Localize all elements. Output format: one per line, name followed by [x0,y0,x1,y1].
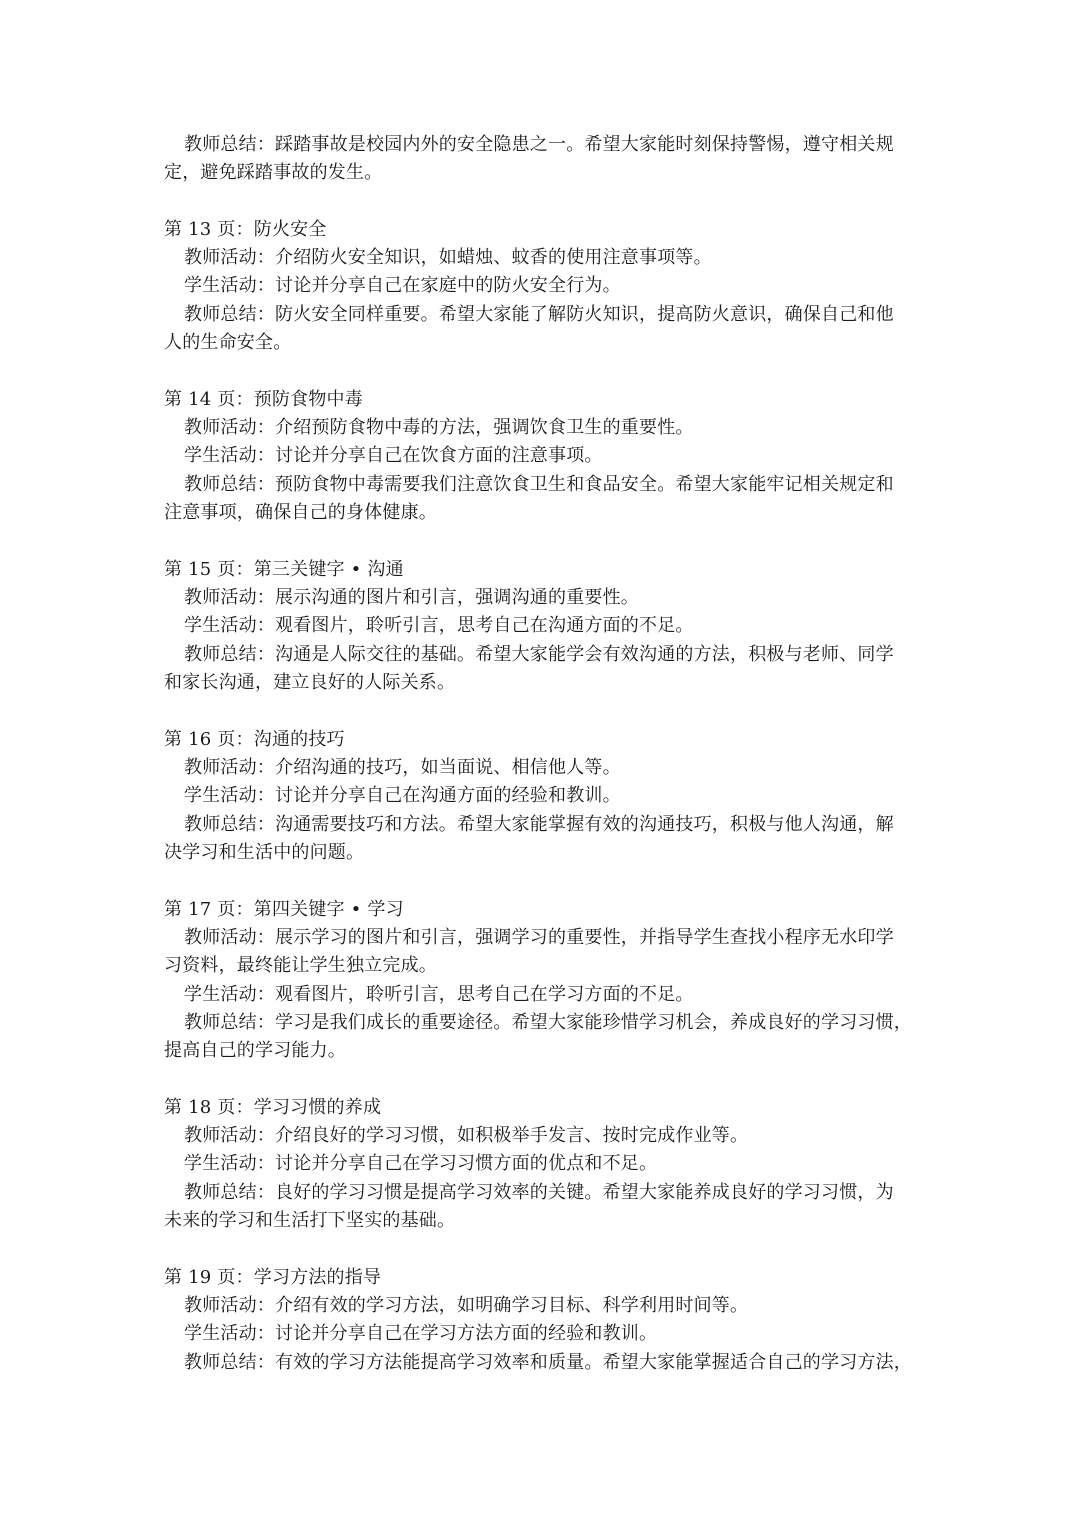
teacher-summary-14-line-2: 注意事项，确保自己的身体健康。 [164,502,437,523]
teacher-activity-14: 教师活动：介绍预防食物中毒的方法，强调饮食卫生的重要性。 [184,417,694,438]
student-activity-19: 学生活动：讨论并分享自己在学习方法方面的经验和教训。 [184,1323,658,1344]
section-heading-17: 第 17 页：第四关键字 • 学习 [164,899,404,920]
student-activity-18: 学生活动：讨论并分享自己在学习习惯方面的优点和不足。 [184,1153,658,1174]
section-heading-14: 第 14 页：预防食物中毒 [164,389,363,410]
teacher-summary-15-line-1: 教师总结：沟通是人际交往的基础。希望大家能学会有效沟通的方法，积极与老师、同学 [184,644,894,665]
section-heading-16: 第 16 页：沟通的技巧 [164,729,345,750]
teacher-summary-15-line-2: 和家长沟通，建立良好的人际关系。 [164,672,456,693]
teacher-activity-16: 教师活动：介绍沟通的技巧，如当面说、相信他人等。 [184,757,621,778]
teacher-activity-13: 教师活动：介绍防火安全知识，如蜡烛、蚊香的使用注意事项等。 [184,247,712,268]
teacher-summary-18-line-1: 教师总结：良好的学习习惯是提高学习效率的关键。希望大家能养成良好的学习习惯，为 [184,1182,894,1203]
teacher-activity-18: 教师活动：介绍良好的学习习惯，如积极举手发言、按时完成作业等。 [184,1125,749,1146]
teacher-activity-17-line-1: 教师活动：展示学习的图片和引言，强调学习的重要性，并指导学生查找小程序无水印学 [184,927,894,948]
teacher-summary-13-line-1: 教师总结：防火安全同样重要。希望大家能了解防火知识，提高防火意识，确保自己和他 [184,304,894,325]
section-heading-19: 第 19 页：学习方法的指导 [164,1267,382,1288]
teacher-activity-19: 教师活动：介绍有效的学习方法，如明确学习目标、科学利用时间等。 [184,1295,749,1316]
teacher-activity-17-line-2: 习资料，最终能让学生独立完成。 [164,955,437,976]
teacher-summary-18-line-2: 未来的学习和生活打下坚实的基础。 [164,1210,456,1231]
section-heading-18: 第 18 页：学习习惯的养成 [164,1097,382,1118]
intro-summary-line-2: 定，避免踩踏事故的发生。 [164,162,383,183]
teacher-summary-17-line-1: 教师总结：学习是我们成长的重要途径。希望大家能珍惜学习机会，养成良好的学习习惯， [184,1012,912,1033]
student-activity-17: 学生活动：观看图片，聆听引言，思考自己在学习方面的不足。 [184,984,694,1005]
teacher-summary-16-line-1: 教师总结：沟通需要技巧和方法。希望大家能掌握有效的沟通技巧，积极与他人沟通，解 [184,814,894,835]
teacher-summary-13-line-2: 人的生命安全。 [164,332,292,353]
teacher-summary-14-line-1: 教师总结：预防食物中毒需要我们注意饮食卫生和食品安全。希望大家能牢记相关规定和 [184,474,894,495]
student-activity-14: 学生活动：讨论并分享自己在饮食方面的注意事项。 [184,445,603,466]
student-activity-15: 学生活动：观看图片，聆听引言，思考自己在沟通方面的不足。 [184,615,694,636]
student-activity-13: 学生活动：讨论并分享自己在家庭中的防火安全行为。 [184,275,621,296]
teacher-summary-16-line-2: 决学习和生活中的问题。 [164,842,365,863]
section-heading-15: 第 15 页：第三关键字 • 沟通 [164,559,404,580]
teacher-summary-19-line-1: 教师总结：有效的学习方法能提高学习效率和质量。希望大家能掌握适合自己的学习方法， [184,1352,912,1373]
section-heading-13: 第 13 页：防火安全 [164,219,327,240]
student-activity-16: 学生活动：讨论并分享自己在沟通方面的经验和教训。 [184,785,621,806]
intro-summary-line-1: 教师总结：踩踏事故是校园内外的安全隐患之一。希望大家能时刻保持警惕，遵守相关规 [184,134,894,155]
teacher-activity-15: 教师活动：展示沟通的图片和引言，强调沟通的重要性。 [184,587,639,608]
teacher-summary-17-line-2: 提高自己的学习能力。 [164,1040,346,1061]
